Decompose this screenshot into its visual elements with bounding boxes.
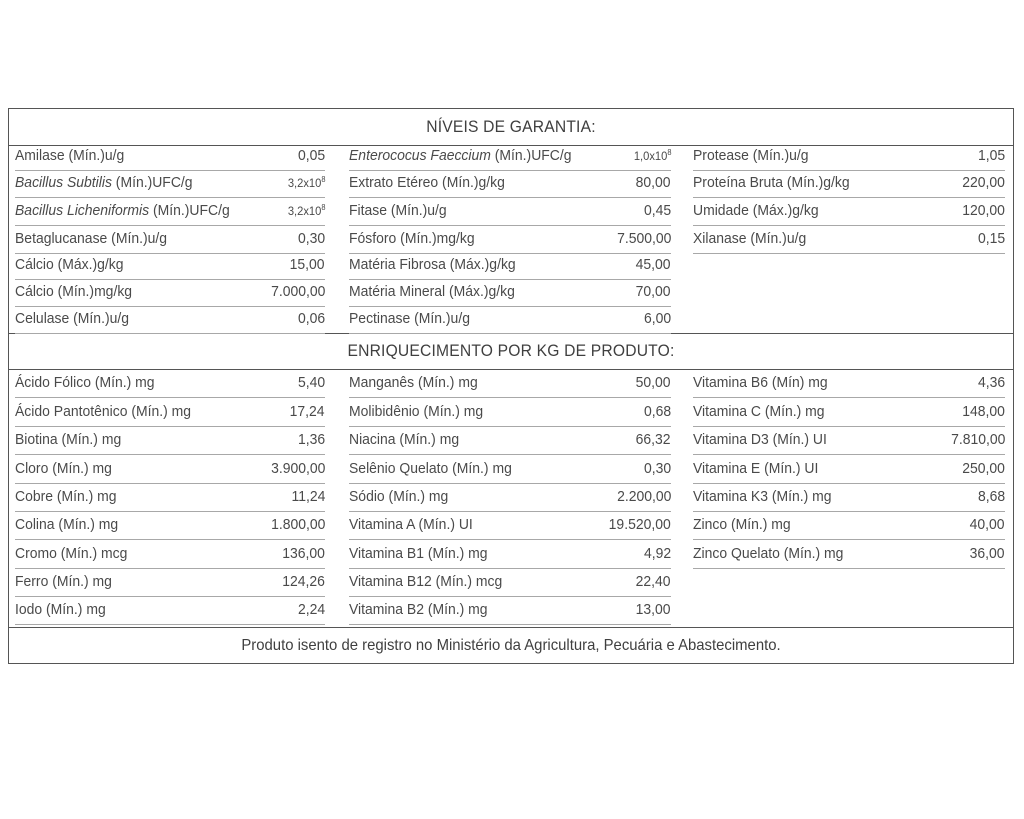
enriquecimento-label: Zinco (Mín.) mg — [693, 516, 791, 533]
garantia-label — [693, 199, 819, 223]
enriquecimento-value: 66,32 — [636, 431, 671, 448]
nutrient-unit: (Mín.)UFC/g — [490, 147, 572, 164]
garantia-title: NÍVEIS DE GARANTIA: — [426, 117, 596, 136]
garantia-label — [15, 253, 124, 277]
garantia-label — [349, 144, 572, 168]
enriquecimento-value: 4,92 — [643, 545, 671, 562]
garantia-row — [15, 254, 325, 280]
nutrient-name: Bacillus Subtilis — [15, 174, 112, 191]
garantia-value: 6,00 — [643, 310, 671, 327]
enriquecimento-value: 8,68 — [977, 488, 1005, 505]
enriquecimento-value: 4,36 — [977, 374, 1005, 391]
garantia-row — [15, 145, 325, 171]
garantia-row — [349, 281, 671, 307]
enriquecimento-label: Ácido Fólico (Mín.) mg — [15, 374, 155, 391]
garantia-row — [349, 200, 671, 226]
nutrient-unit: (Máx.)g/kg — [445, 256, 516, 273]
enriquecimento-label: Vitamina C (Mín.) mg — [693, 403, 825, 420]
enriquecimento-row — [693, 429, 1005, 455]
enriquecimento-row — [693, 372, 1005, 398]
nutrient-unit: (Mín.)u/g — [386, 202, 447, 219]
enriquecimento-value: 5,40 — [297, 374, 325, 391]
garantia-row — [15, 200, 325, 226]
enriquecimento-label: Vitamina B12 (Mín.) mcg — [349, 573, 503, 590]
enriquecimento-label: Sódio (Mín.) mg — [349, 488, 449, 505]
enriquecimento-label: Vitamina D3 (Mín.) UI — [693, 431, 827, 448]
nutrient-unit: (Mín.)mg/kg — [53, 283, 133, 300]
garantia-value: 0,06 — [297, 310, 325, 327]
enriquecimento-value: 36,00 — [970, 545, 1005, 562]
garantia-row — [15, 172, 325, 198]
nutrient-unit: (Mín.)u/g — [107, 230, 167, 247]
enriquecimento-value: 0,30 — [643, 460, 671, 477]
garantia-value: $1,0x10^8$ — [633, 148, 671, 163]
enriquecimento-row — [349, 599, 671, 625]
garantia-row — [693, 200, 1005, 226]
enriquecimento-value: 19.520,00 — [608, 516, 671, 533]
enriquecimento-row — [15, 571, 325, 597]
nutrient-unit: (Mín.)UFC/g — [149, 202, 230, 219]
garantia-value: 7.500,00 — [616, 230, 671, 247]
garantia-value: 220,00 — [962, 174, 1005, 191]
enriquecimento-label: Niacina (Mín.) mg — [349, 431, 460, 448]
enriquecimento-value: 2.200,00 — [616, 488, 671, 505]
garantia-value: 0,30 — [297, 230, 325, 247]
garantia-row — [15, 281, 325, 307]
nutrient-name: Extrato Etéreo — [349, 174, 439, 191]
garantia-value: $3,2x10^8$ — [287, 175, 325, 190]
nutrient-unit: (Mín.)g/kg — [438, 174, 505, 191]
garantia-label — [15, 171, 193, 195]
enriquecimento-row — [349, 571, 671, 597]
garantia-value: 70,00 — [636, 283, 671, 300]
garantia-label — [15, 307, 129, 331]
enriquecimento-row — [349, 458, 671, 484]
nutrient-name: Amilase — [15, 147, 65, 164]
enriquecimento-row — [693, 514, 1005, 540]
guarantee-levels-panel — [8, 108, 1014, 664]
enriquecimento-row — [693, 401, 1005, 427]
footer-note: Produto isento de registro no Ministério da Agricultura, Pecuária e Abastecimento. — [241, 637, 781, 654]
nutrient-unit: (Mín.)u/g — [410, 310, 470, 327]
garantia-value: 1,05 — [977, 147, 1005, 164]
nutrient-name: Cálcio — [15, 256, 54, 273]
enriquecimento-label: Vitamina B1 (Mín.) mg — [349, 545, 488, 562]
garantia-row — [349, 254, 671, 280]
enriquecimento-row — [15, 514, 325, 540]
enriquecimento-value: 2,24 — [297, 601, 325, 618]
garantia-label — [349, 307, 470, 331]
nutrient-name: Pectinase — [349, 310, 411, 327]
enriquecimento-label: Selênio Quelato (Mín.) mg — [349, 460, 512, 477]
garantia-value: 0,45 — [643, 202, 671, 219]
enriquecimento-label: Vitamina B6 (Mín) mg — [693, 374, 828, 391]
garantia-value: 120,00 — [962, 202, 1005, 219]
enriquecimento-label: Cromo (Mín.) mcg — [15, 545, 128, 562]
nutrient-unit: (Máx.)g/kg — [53, 256, 124, 273]
enriquecimento-title: ENRIQUECIMENTO POR KG DE PRODUTO: — [347, 341, 675, 360]
enriquecimento-row — [349, 401, 671, 427]
enriquecimento-row — [349, 372, 671, 398]
nutrient-unit: (Mín.)u/g — [746, 230, 807, 247]
nutrient-unit: (Mín.)g/kg — [782, 174, 850, 191]
enriquecimento-row — [349, 486, 671, 512]
enriquecimento-row — [349, 543, 671, 569]
nutrient-name: Cálcio — [15, 283, 54, 300]
enriquecimento-label: Cloro (Mín.) mg — [15, 460, 112, 477]
nutrient-unit: (Mín.)u/g — [64, 147, 125, 164]
enriquecimento-value: 7.810,00 — [950, 431, 1005, 448]
garantia-row — [349, 228, 671, 254]
garantia-value: 0,05 — [297, 147, 325, 164]
garantia-row — [349, 145, 671, 171]
garantia-label — [15, 144, 124, 168]
enriquecimento-value: 11,24 — [291, 488, 325, 505]
enriquecimento-row — [15, 372, 325, 398]
garantia-value: $3,2x10^8$ — [287, 203, 325, 218]
nutrient-name: Protease — [693, 147, 749, 164]
garantia-value: 15,00 — [290, 256, 325, 273]
nutrient-name: Matéria Fibrosa — [349, 256, 446, 273]
nutrient-unit: (Mín.)u/g — [748, 147, 809, 164]
nutrient-name: Umidade — [693, 202, 749, 219]
enriquecimento-label: Vitamina B2 (Mín.) mg — [349, 601, 488, 618]
enriquecimento-label: Vitamina E (Mín.) UI — [693, 460, 819, 477]
garantia-label — [349, 227, 475, 251]
enriquecimento-row — [15, 429, 325, 455]
enriquecimento-label: Vitamina K3 (Mín.) mg — [693, 488, 832, 505]
enriquecimento-row — [693, 486, 1005, 512]
enriquecimento-value: 40,00 — [970, 516, 1005, 533]
enriquecimento-value: 17,24 — [290, 403, 325, 420]
enriquecimento-label: Molibidênio (Mín.) mg — [349, 403, 484, 420]
enriquecimento-value: 50,00 — [636, 374, 671, 391]
garantia-row — [693, 145, 1005, 171]
nutrient-name: Bacillus Licheniformis — [15, 202, 150, 219]
enriquecimento-label: Iodo (Mín.) mg — [15, 601, 106, 618]
garantia-label — [349, 253, 516, 277]
enriquecimento-value: 0,68 — [643, 403, 671, 420]
divider — [9, 627, 1013, 628]
nutrient-unit: (Mín.)u/g — [69, 310, 129, 327]
nutrient-name: Proteína Bruta — [693, 174, 783, 191]
garantia-row — [15, 228, 325, 254]
garantia-value: 7.000,00 — [270, 283, 325, 300]
nutrient-unit: (Máx.)g/kg — [445, 283, 515, 300]
enriquecimento-row — [15, 486, 325, 512]
garantia-label — [15, 227, 167, 251]
nutrient-name: Matéria Mineral — [349, 283, 446, 300]
enriquecimento-row — [15, 599, 325, 625]
enriquecimento-row — [349, 514, 671, 540]
garantia-row — [15, 308, 325, 334]
enriquecimento-row — [693, 543, 1005, 569]
enriquecimento-label: Biotina (Mín.) mg — [15, 431, 122, 448]
enriquecimento-label: Ácido Pantotênico (Mín.) mg — [15, 403, 192, 420]
garantia-label — [349, 171, 505, 195]
garantia-label — [693, 227, 806, 251]
nutrient-name: Betaglucanase — [15, 230, 108, 247]
enriquecimento-row — [15, 543, 325, 569]
garantia-row — [349, 308, 671, 334]
enriquecimento-label: Manganês (Mín.) mg — [349, 374, 478, 391]
garantia-row — [693, 228, 1005, 254]
nutrient-name: Fitase — [349, 202, 387, 219]
enriquecimento-row — [15, 458, 325, 484]
nutrient-name: Xilanase — [693, 230, 747, 247]
enriquecimento-value: 13,00 — [636, 601, 671, 618]
enriquecimento-value: 3.900,00 — [270, 460, 325, 477]
enriquecimento-label: Vitamina A (Mín.) UI — [349, 516, 473, 533]
garantia-label — [693, 144, 809, 168]
garantia-label — [693, 171, 850, 195]
garantia-label — [15, 199, 230, 223]
enriquecimento-value: 22,40 — [636, 573, 671, 590]
enriquecimento-label: Ferro (Mín.) mg — [15, 573, 112, 590]
enriquecimento-value: 148,00 — [962, 403, 1005, 420]
enriquecimento-value: 1,36 — [297, 431, 325, 448]
garantia-label — [349, 199, 447, 223]
garantia-value: 80,00 — [636, 174, 671, 191]
enriquecimento-row — [349, 429, 671, 455]
enriquecimento-row — [15, 401, 325, 427]
enriquecimento-value: 136,00 — [282, 545, 325, 562]
enriquecimento-label: Zinco Quelato (Mín.) mg — [693, 545, 844, 562]
garantia-label — [15, 280, 132, 304]
garantia-value: 45,00 — [636, 256, 671, 273]
enriquecimento-label: Colina (Mín.) mg — [15, 516, 119, 533]
nutrient-name: Fósforo — [349, 230, 397, 247]
enriquecimento-row — [693, 458, 1005, 484]
nutrient-name: Celulase — [15, 310, 70, 327]
garantia-row — [349, 172, 671, 198]
garantia-row — [693, 172, 1005, 198]
nutrient-name: Enterococus Faeccium — [349, 147, 491, 164]
enriquecimento-value: 1.800,00 — [270, 516, 325, 533]
enriquecimento-value: 124,26 — [282, 573, 325, 590]
garantia-label — [349, 280, 515, 304]
enriquecimento-label: Cobre (Mín.) mg — [15, 488, 117, 505]
garantia-value: 0,15 — [977, 230, 1005, 247]
nutrient-unit: (Máx.)g/kg — [748, 202, 819, 219]
divider — [9, 369, 1013, 370]
nutrient-unit: (Mín.)mg/kg — [396, 230, 475, 247]
enriquecimento-value: 250,00 — [962, 460, 1005, 477]
nutrient-unit: (Mín.)UFC/g — [111, 174, 193, 191]
